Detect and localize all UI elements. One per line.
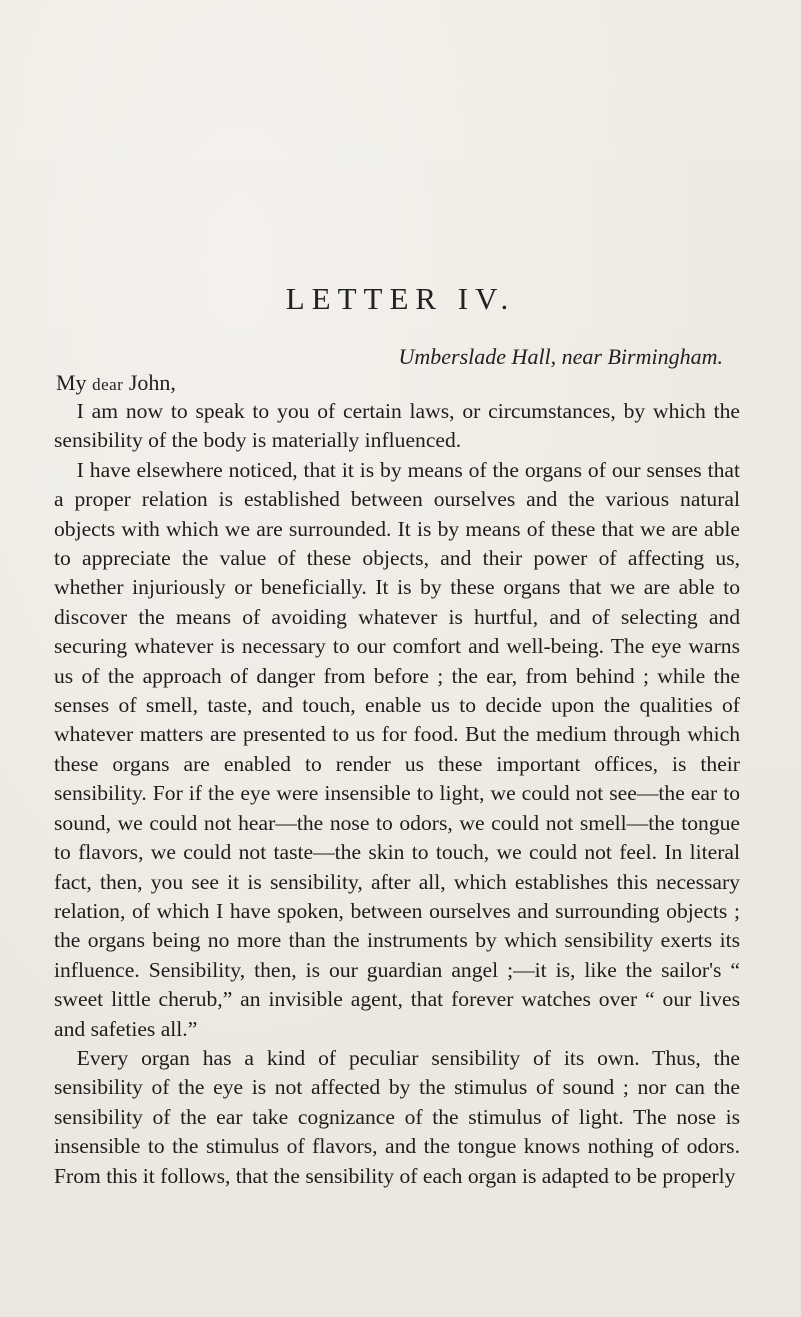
letter-place: Umberslade Hall, near Birmingham.: [398, 344, 723, 369]
letter-heading: LETTER IV.: [285, 281, 516, 316]
salutation-name: John,: [128, 370, 176, 395]
salutation: [56, 370, 176, 396]
letter-body: [54, 397, 740, 1191]
paragraph-2: I have elsewhere noticed, that it is by means of the organs of our senses that a proper relation is established between ourselves and the various natural objects with which we are surrounded. It is by means of these that we are able to appreciate the value of these objects, and their power of affecting us, whether injuriously or beneficially. It is by these organs that we are able to discover the means of avoiding whatever is hurtful, and of selecting and securing whatever is necessary to our comfort and well-being. The eye warns us of the approach of danger from before ; the ear, from behind ; while the senses of smell, taste, and touch, enable us to decide upon the qualities of whatever matters are presented to us for food. But the medium through which these organs are enabled to render us these important offices, is their sensibility. For if the eye were insensible to light, we could not see—the ear to sound, we could not hear—the nose to odors, we could not smell—the tongue to flavors, we could not taste—the skin to touch, we could not feel. In literal fact, then, you see it is sensibility, after all, which establishes this necessary relation, of which I have spoken, between ourselves and surrounding objects ; the organs being no more than the instruments by which sensibility exerts its influence. Sensibility, then, is our guardian angel ;—it is, like the sailor's “ sweet little cherub,” an invisible agent, that forever watches over “ our lives and safeties all.”: [54, 457, 740, 1041]
salutation-dear: dear: [92, 375, 124, 394]
salutation-lead: My: [56, 370, 87, 395]
paragraph-3: Every organ has a kind of peculiar sensibility of its own. Thus, the sensibility of the eye is not affected by the stimulus of sound ; nor can the sensibility of the ear take cognizance of the stimulus of light. The nose is insensible to the stimulus of flavors, and the tongue knows nothing of odors. From this it follows, that the sensibility of each organ is adapted to be properly: [54, 1045, 740, 1188]
paragraph-1: I am now to speak to you of certain laws, or circumstances, by which the sensibility of the body is materially influenced.: [54, 399, 740, 453]
